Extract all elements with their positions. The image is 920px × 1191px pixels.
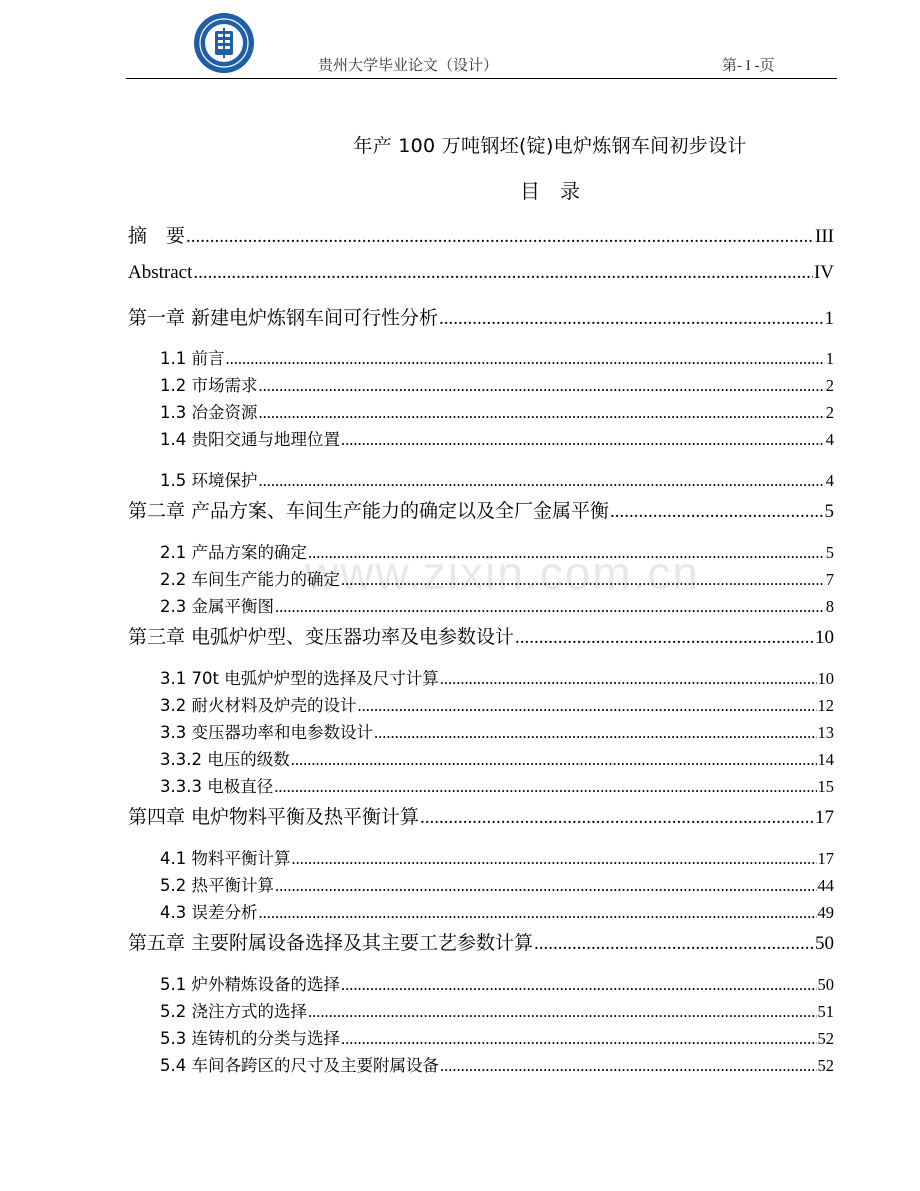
toc-entry-page-number: 5 [824, 501, 834, 522]
toc-section-entry[interactable] [160, 345, 834, 369]
toc-chapter-entry[interactable] [128, 802, 834, 829]
toc-section-entry[interactable] [160, 372, 834, 396]
toc-entry-label: 第四章 电炉物料平衡及热平衡计算 [128, 806, 420, 828]
toc-entry-page-number: 7 [825, 570, 834, 589]
dot-leader [308, 543, 825, 563]
header-page-label: 第- I -页 [722, 58, 775, 74]
dot-leader [259, 471, 825, 491]
dot-leader [308, 1002, 817, 1022]
toc-section-entry[interactable] [160, 1052, 834, 1076]
toc-section-entry[interactable] [160, 773, 834, 797]
toc-chapter-entry[interactable] [128, 928, 834, 955]
toc-entry-page-number: 50 [815, 933, 834, 954]
toc-entry-label: 3.1 70t 电弧炉炉型的选择及尺寸计算 [160, 669, 439, 688]
dot-leader [275, 876, 817, 896]
toc-entry-page-number: 2 [825, 376, 834, 395]
dot-leader [291, 750, 817, 770]
toc-section-entry[interactable] [160, 872, 834, 896]
toc-entry-label: 3.3.3 电极直径 [160, 777, 274, 796]
dot-leader [292, 849, 817, 869]
toc-entry-label: 2.2 车间生产能力的确定 [160, 570, 340, 589]
dot-leader [534, 933, 814, 955]
toc-entry-label: 3.2 耐火材料及炉壳的设计 [160, 696, 357, 715]
dot-leader [374, 723, 817, 743]
toc-section-entry[interactable] [160, 719, 834, 743]
toc-entry-page-number: 52 [817, 1056, 834, 1075]
toc-entry-label: 2.3 金属平衡图 [160, 597, 274, 616]
toc-section-entry[interactable] [160, 845, 834, 869]
toc-entry-label: 5.4 车间各跨区的尺寸及主要附属设备 [160, 1056, 439, 1075]
toc-section-entry[interactable] [160, 971, 834, 995]
toc-section-entry[interactable] [160, 899, 834, 923]
toc-section-entry[interactable] [160, 539, 834, 563]
toc-chapter-entry[interactable] [128, 303, 834, 330]
toc-entry-page-number: 51 [817, 1002, 834, 1021]
dot-leader [259, 376, 825, 396]
toc-entry-page-number: 4 [825, 471, 834, 490]
toc-entry-label: 2.1 产品方案的确定 [160, 543, 307, 562]
dot-leader [440, 669, 817, 689]
toc-entry-page-number: 4 [825, 430, 834, 449]
toc-entry-label: 第二章 产品方案、车间生产能力的确定以及全厂金属平衡 [128, 500, 610, 522]
toc-entry-page-number: 12 [817, 696, 834, 715]
toc-entry-page-number: 14 [817, 750, 834, 769]
toc-entry-label: 3.3 变压器功率和电参数设计 [160, 723, 373, 742]
dot-leader [341, 570, 825, 590]
toc-entry-label: 第五章 主要附属设备选择及其主要工艺参数计算 [128, 932, 534, 954]
toc-entry-page-number: 10 [815, 627, 834, 648]
toc-entry-label: 第三章 电弧炉炉型、变压器功率及电参数设计 [128, 626, 515, 648]
dot-leader [226, 349, 825, 369]
toc-entry-label: 摘 要 [128, 225, 186, 247]
toc-chapter-entry[interactable] [128, 262, 834, 284]
toc-section-entry[interactable] [160, 998, 834, 1022]
toc-entry-page-number: IV [813, 262, 834, 283]
toc-entry-page-number: 50 [817, 975, 834, 994]
toc-entry-page-number: 15 [817, 777, 834, 796]
toc-entry-label: 1.5 环境保护 [160, 471, 258, 490]
toc-section-entry[interactable] [160, 746, 834, 770]
toc-entry-label: 1.4 贵阳交通与地理位置 [160, 430, 340, 449]
watermark: www.zixin.com.cn [305, 547, 700, 599]
dot-leader [420, 807, 814, 829]
toc-entry-page-number: III [815, 226, 834, 247]
dot-leader [439, 308, 823, 330]
toc-entry-label: 5.2 浇注方式的选择 [160, 1002, 307, 1021]
dot-leader [259, 403, 825, 423]
toc-entry-page-number: 5 [825, 543, 834, 562]
document-title: 年产 100 万吨钢坯(锭)电炉炼钢车间初步设计 [353, 135, 747, 157]
dot-leader [515, 627, 814, 649]
toc-entry-label: 5.2 热平衡计算 [160, 876, 274, 895]
toc-section-entry[interactable] [160, 399, 834, 423]
toc-section-entry[interactable] [160, 665, 834, 689]
toc-entry-page-number: 8 [825, 597, 834, 616]
toc-section-entry[interactable] [160, 692, 834, 716]
dot-leader [341, 975, 817, 995]
toc-entry-label: 1.2 市场需求 [160, 376, 258, 395]
toc-entry-page-number: 17 [817, 849, 834, 868]
toc-section-entry[interactable] [160, 426, 834, 450]
toc-entry-label: 1.1 前言 [160, 349, 225, 368]
toc-entry-label: 3.3.2 电压的级数 [160, 750, 290, 769]
toc-entry-label: 1.3 冶金资源 [160, 403, 258, 422]
dot-leader [193, 262, 813, 284]
toc-section-entry[interactable] [160, 593, 834, 617]
header-title: 贵州大学毕业论文（设计） [318, 56, 499, 74]
dot-leader [186, 226, 814, 248]
dot-leader [341, 430, 825, 450]
toc-entry-page-number: 49 [817, 903, 834, 922]
toc-section-entry[interactable] [160, 467, 834, 491]
toc-entry-page-number: 1 [825, 349, 834, 368]
toc-heading: 目 录 [520, 179, 580, 203]
toc-entry-page-number: 2 [825, 403, 834, 422]
toc-chapter-entry[interactable] [128, 221, 834, 248]
toc-entry-label: 4.1 物料平衡计算 [160, 849, 291, 868]
toc-entry-page-number: 1 [824, 308, 834, 329]
dot-leader [610, 501, 823, 523]
toc-entry-label: 5.1 炉外精炼设备的选择 [160, 975, 340, 994]
toc-entry-label: Abstract [128, 262, 193, 283]
toc-entry-page-number: 13 [817, 723, 834, 742]
dot-leader [259, 903, 817, 923]
toc-entry-page-number: 10 [817, 669, 834, 688]
toc-chapter-entry[interactable] [128, 622, 834, 649]
dot-leader [341, 1029, 817, 1049]
dot-leader [358, 696, 817, 716]
toc-section-entry[interactable] [160, 566, 834, 590]
toc-entry-label: 第一章 新建电炉炼钢车间可行性分析 [128, 307, 439, 329]
toc-entry-page-number: 17 [815, 807, 834, 828]
dot-leader [275, 597, 825, 617]
toc-section-entry[interactable] [160, 1025, 834, 1049]
toc-entry-label: 5.3 连铸机的分类与选择 [160, 1029, 340, 1048]
toc-entry-page-number: 52 [817, 1029, 834, 1048]
toc-entry-label: 4.3 误差分析 [160, 903, 258, 922]
toc-entry-page-number: 44 [817, 876, 834, 895]
dot-leader [440, 1056, 817, 1076]
dot-leader [274, 777, 816, 797]
toc-chapter-entry[interactable] [128, 496, 834, 523]
